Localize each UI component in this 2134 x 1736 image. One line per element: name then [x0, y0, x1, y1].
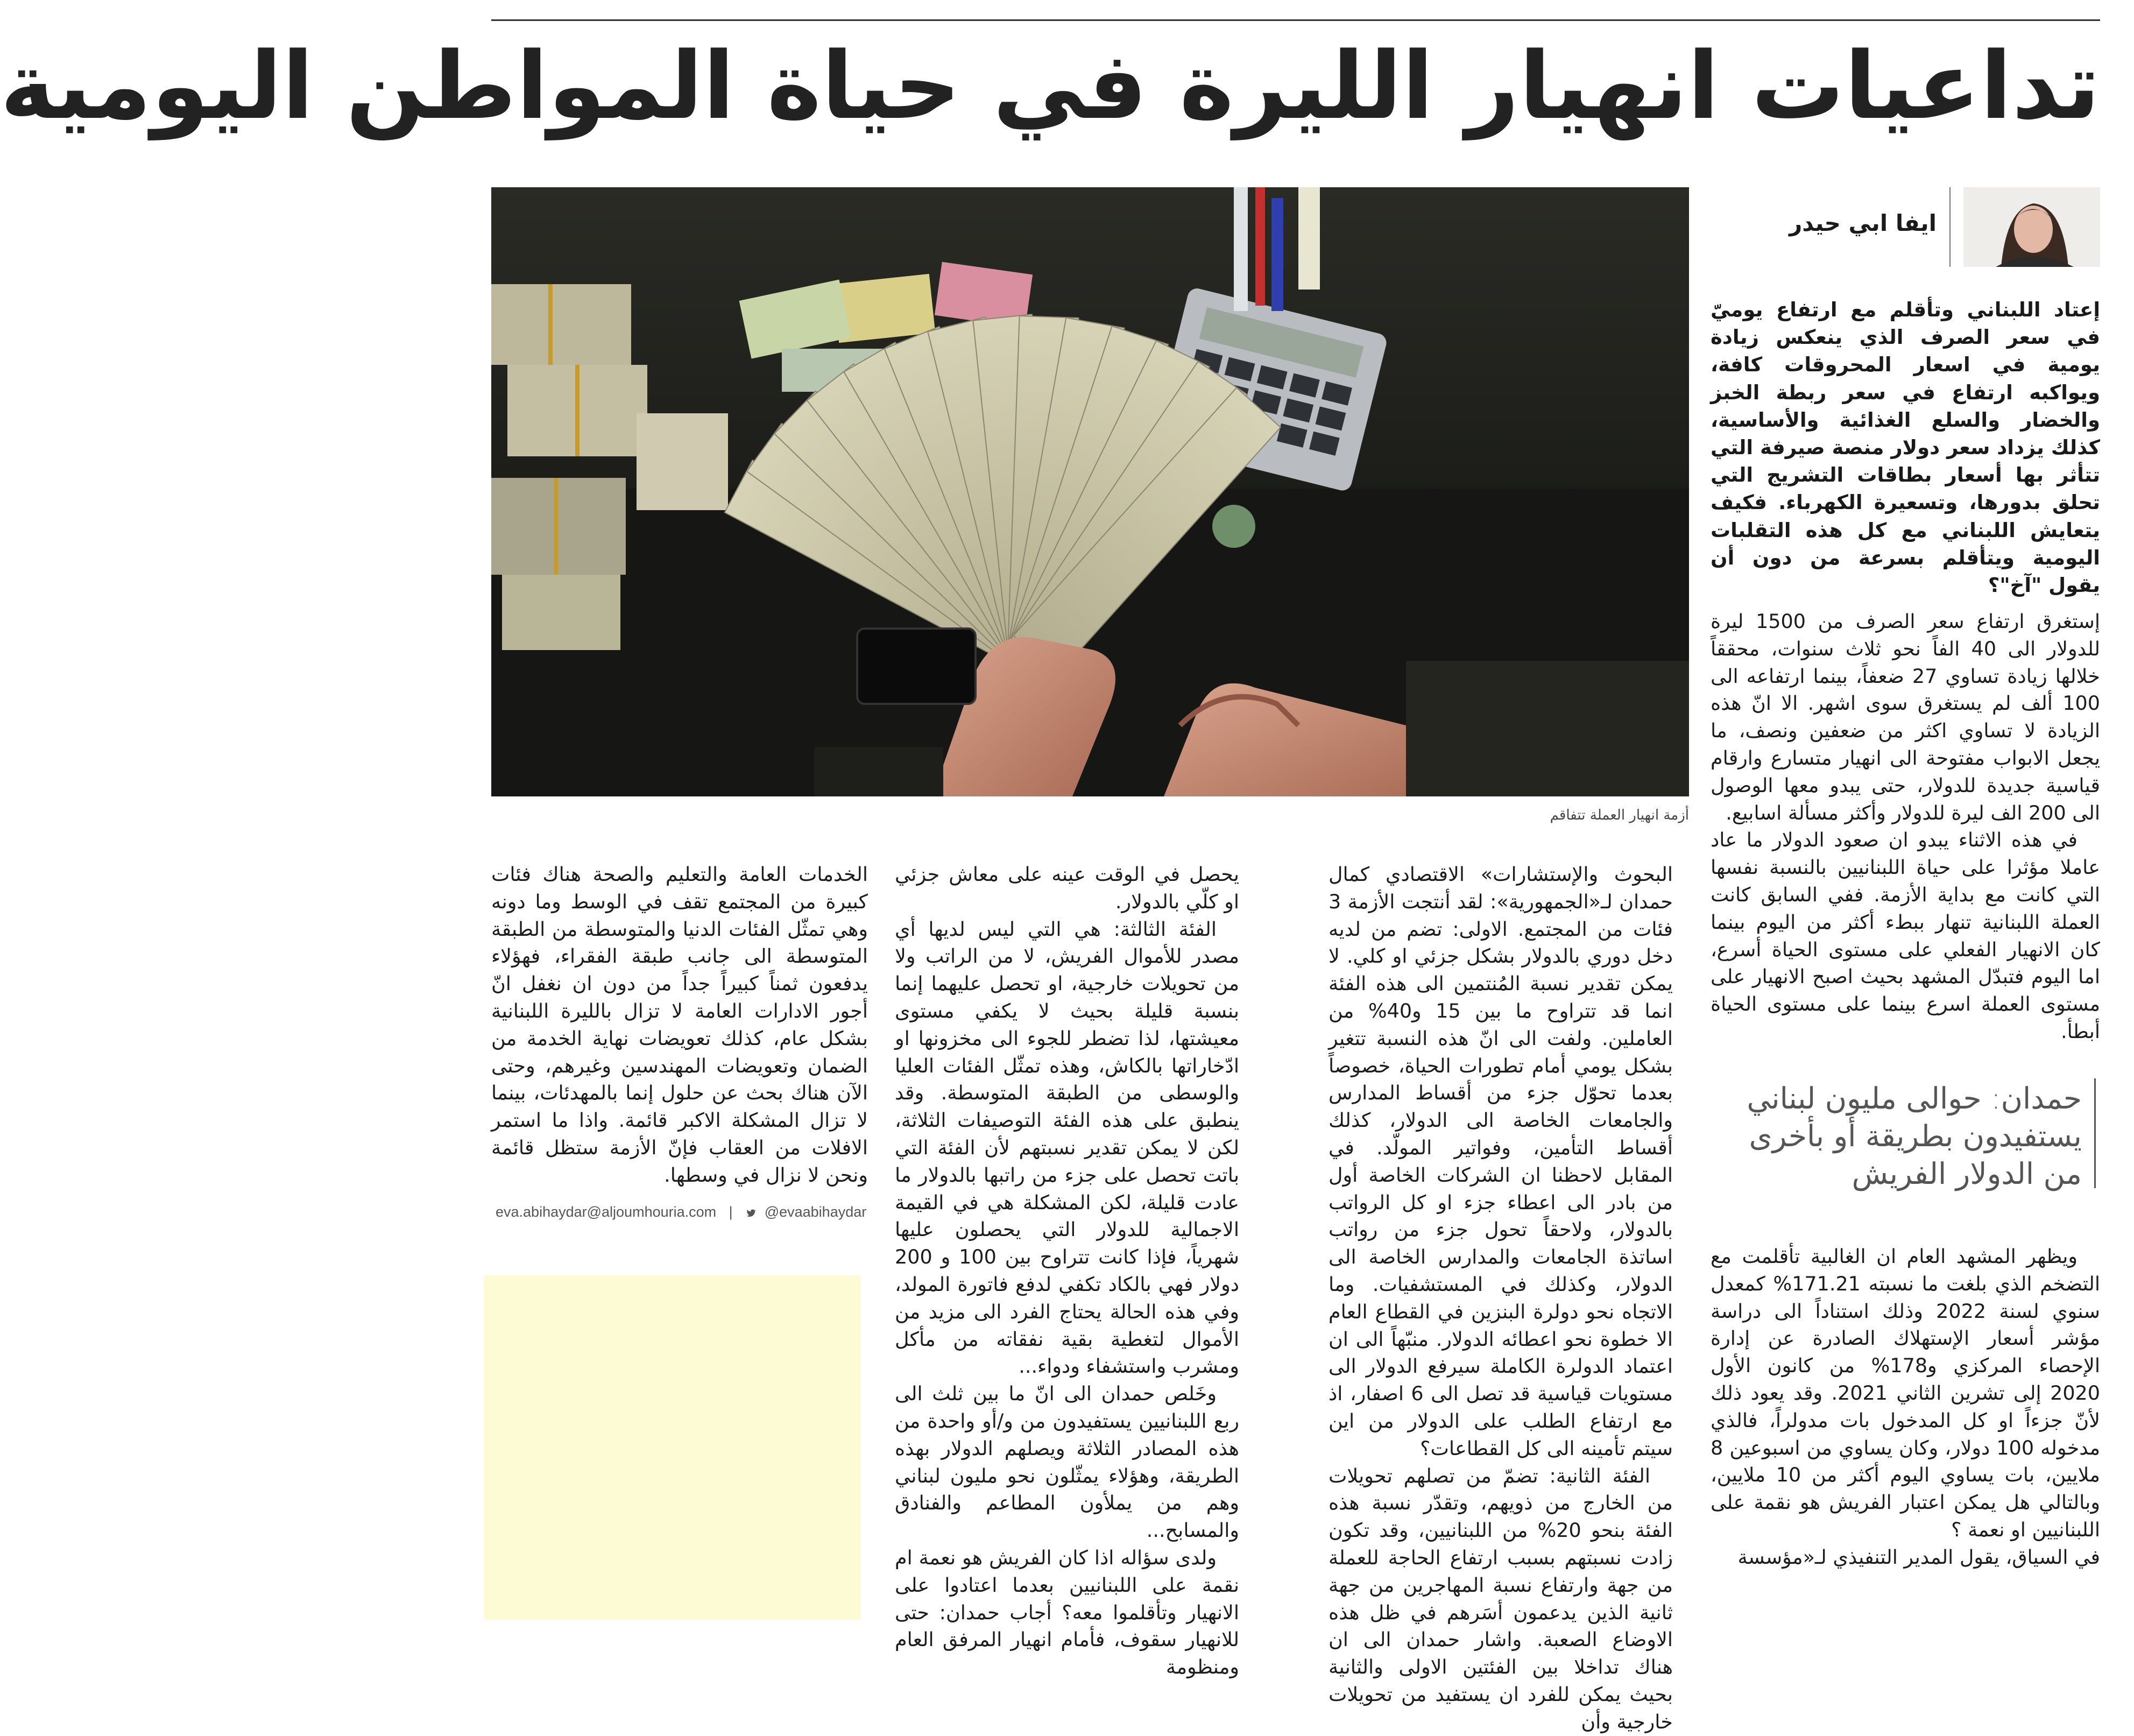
photo-caption: أزمة انهيار العملة تتفاقم [1550, 807, 1689, 823]
paragraph: في السياق، يقول المدير التنفيذي لـ«مؤسسة [1737, 1545, 2100, 1569]
lead-paragraph: إعتاد اللبناني وتأقلم مع ارتفاع يوميّ في سعر الصرف الذي ينعكس زيادة يومية في اسعار المحروقات كافة، ويواكبه ارتفاع في سعر ربطة الخبز والخضار والسلع الغذائية والأساسية، كذلك يزداد سعر دولار منصة صيرفة التي تتأثر بها أسعار بطاقات التشريج التي تحلق بدورها، وتسعيرة الكهرباء. فكيف يتعايش اللبناني مع كل هذه التقلبات اليومية ويتأقلم بسرعة من دون أن يقول "آخ"؟ [1711, 298, 2100, 597]
signature-separator: | [729, 1204, 733, 1220]
paragraph: البحوث والإستشارات» الاقتصادي كمال حمدان لـ«الجمهورية»: لقد أنتجت الأزمة 3 فئات من المجتمع. الاولى: تضم من لديه دخل دوري بالدولار بشكل جزئي او كلي. لا يمكن تقدير نسبة المُنتمين الى هذه الفئة انما قد تتراوح ما بين 15 و40% من العاملين. ولفت الى انّ هذه النسبة تتغير بشكل يومي أمام تطورات الحياة، خصوصاً بعدما تحوّل جزء من أقساط المدارس والجامعات الخاصة الى الدولار، كذلك أقساط التأمين، وفواتير المولّد. في المقابل لاحظنا ان الشركات الخاصة أول من بادر الى اعطاء جزء او كل الرواتب بالدولار، ولاحقاً تحول جزء من رواتب اساتذة الجامعات والمدارس الخاصة الى الدولار، وكذلك في المستشفيات. وما الاتجاه نحو دولرة البنزين في القطاع العام الا خطوة نحو اعطائه الدولار. منبّهاً الى ان اعتماد الدولرة الكاملة سيرفع الدولار الى مستويات قياسية قد تصل الى 6 اصفار، اذ مع ارتفاع الطلب على الدولار من اين سيتم تأمينه الى كل القطاعات؟ [1329, 863, 1673, 1460]
twitter-handle-group[interactable] [745, 1204, 871, 1220]
paragraph: وخَلص حمدان الى انّ ما بين ثلث الى ربع اللبنانيين يستفيدون من و/أو واحدة من هذه المصادر الثلاثة ويصلهم الدولار بهذه الطريقة، وهؤلاء يمثّلون نحو مليون لبناني وهم من يملأون المطاعم والفنادق والمسابح... [895, 1382, 1239, 1542]
author-signature [491, 1204, 868, 1220]
paragraph: ويظهر المشهد العام ان الغالبية تأقلمت مع التضخم الذي بلغت ما نسبته 171.21% كمعدل سنوي لسنة 2022 وذلك استناداً الى دراسة مؤشر أسعار الإستهلاك الصادرة عن إدارة الإحصاء المركزي و178% من كانون الأول 2020 إلى تشرين الثاني 2021. وقد يعود ذلك لأنّ جزءاً او كل المدخول بات مدولراً، فالذي مدخوله 100 دولار، وكان يساوي من اسبوعين 8 ملايين، بات يساوي اليوم أكثر من 10 ملايين، وبالتالي هل يمكن اعتبار الفريش هو نقمة على اللبنانيين او نعمة ؟ [1711, 1245, 2101, 1541]
top-rule [491, 19, 2100, 21]
paragraph: في هذه الاثناء يبدو ان صعود الدولار ما عاد عاملا مؤثرا على حياة اللبنانيين بالنسبة نفسها التي كانت مع بداية الأزمة. ففي السابق كانت العملة اللبنانية تنهار ببطء أكثر من اليوم بينما كان الانهيار الفعلي على مستوى الحياة أسرع، اما اليوم فتبدّل المشهد بحيث اصبح الانهيار على مستوى العملة اسرع بينما على مستوى الحياة أبطأ. [1711, 828, 2100, 1043]
paragraph: الخدمات العامة والتعليم والصحة هناك فئات كبيرة من المجتمع تقف في الوسط وما دونه وهي تمثّل الفئات الدنيا والمتوسطة من الطبقة المتوسطة الى جانب طبقة الفقراء، فهؤلاء يدفعون ثمناً كبيراً جداً من دون ان نغفل انّ أجور الادارات العامة لا تزال بالليرة اللبنانية بشكل عام، كذلك تعويضات نهاية الخدمة من الضمان وتعويضات المهندسين وغيرهم، وحتى الآن هناك بحث عن حلول إنما بالمهدئات، بينما لا تزال المشكلة الاكبر قائمة. واذا ما استمر الافلات من العقاب فإنّ الأزمة ستظل قائمة ونحن لا نزال في وسطها. [491, 863, 868, 1187]
column-3 [895, 861, 1239, 1681]
paragraph: ولدى سؤاله اذا كان الفريش هو نعمة ام نقمة على اللبنانيين بعدما اعتادوا على الانهيار وتأقلموا معه؟ أجاب حمدان: حتى للانهيار سقوف، فأمام انهيار المرفق العام ومنظومة [895, 1546, 1239, 1679]
author-photo [1963, 187, 2100, 267]
pullquote: حمدان: حوالى مليون لبناني يستفيدون بطريقة أو بأخرى من الدولار الفريش [1747, 1081, 2082, 1191]
paragraph: إستغرق ارتفاع سعر الصرف من 1500 ليرة للدولار الى 40 الفاً نحو ثلاث سنوات، محققاً خلالها زيادة تساوي 27 ضعفاً، بينما ارتفاعه الى 100 ألف لم يستغرق سوى اشهر. الا انّ هذه الزيادة لا تساوي اكثر من ضعفين ونصف، ما يجعل الابواب مفتوحة الى انهيار متسارع وارقام قياسية جديدة للدولار، حتى يبدو معها الوصول الى 200 الف ليرة للدولار وأكثر مسألة اسابيع. [1711, 610, 2100, 824]
twitter-icon [745, 1208, 756, 1218]
advertisement-placeholder [484, 1275, 860, 1620]
headline: تداعيات انهيار الليرة في حياة المواطن اليومية [0, 32, 2100, 140]
paragraph: الفئة الثالثة: هي التي ليس لديها أي مصدر للأموال الفريش، لا من الراتب ولا من تحويلات خارجية، او تحصل عليهما إنما بنسبة قليلة بحيث لا يكفي مستوى معيشتها، لذا تضطر للجوء الى مخزونها او ادّخاراتها بالكاش، وهذه تمثّل الفئات العليا والوسطى من الطبقة المتوسطة. وقد ينطبق على هذه الفئة التوصيفات الثلاثة، لكن لا يمكن تقدير نسبتهم لأن الفئة التي باتت تحصل على جزء من راتبها بالدولار ما عادت قليلة، لكن المشكلة هي في القيمة الاجمالية للدولار التي يحصلون عليها شهرياً، فإذا كانت تتراوح بين 100 و 200 دولار فهي بالكاد تكفي لدفع فاتورة المولد، وفي هذه الحالة يحتاج الفرد الى مزيد من الأموال لتغطية بقية نفقاته من مأكل ومشرب واستشفاء ودواء... [895, 917, 1239, 1378]
paragraph: يحصل في الوقت عينه على معاش جزئي او كلّي بالدولار. [895, 863, 1239, 913]
column-4 [491, 861, 868, 1189]
main-photo [491, 187, 1689, 796]
twitter-handle: @evaabihaydar [764, 1204, 867, 1220]
pullquote-rule [2094, 1078, 2096, 1188]
author-email[interactable]: eva.abihaydar@aljoumhouria.com [496, 1204, 717, 1220]
paragraph: الفئة الثانية: تضمّ من تصلهم تحويلات من الخارج من ذويهم، وتقدّر نسبة هذه الفئة بنحو 20% من اللبنانيين، وقد تكون زادت نسبتهم بسبب ارتفاع الحاجة للعملة من جهة وارتفاع نسبة المهاجرين من جهة ثانية الذين يدعمون أسَرهم في ظل هذه الاوضاع الصعبة. واشار حمدان الى ان هناك تداخلا بين الفئتين الاولى والثانية بحيث يمكن للفرد ان يستفيد من تحويلات خارجية وأن [1329, 1464, 1673, 1733]
author-name: ايفا ابي حيدر [1789, 210, 1937, 236]
column-right-top [1711, 608, 2100, 1046]
author-divider [1949, 187, 1951, 267]
column-right-bottom [1711, 1243, 2100, 1571]
column-2 [1329, 861, 1673, 1736]
